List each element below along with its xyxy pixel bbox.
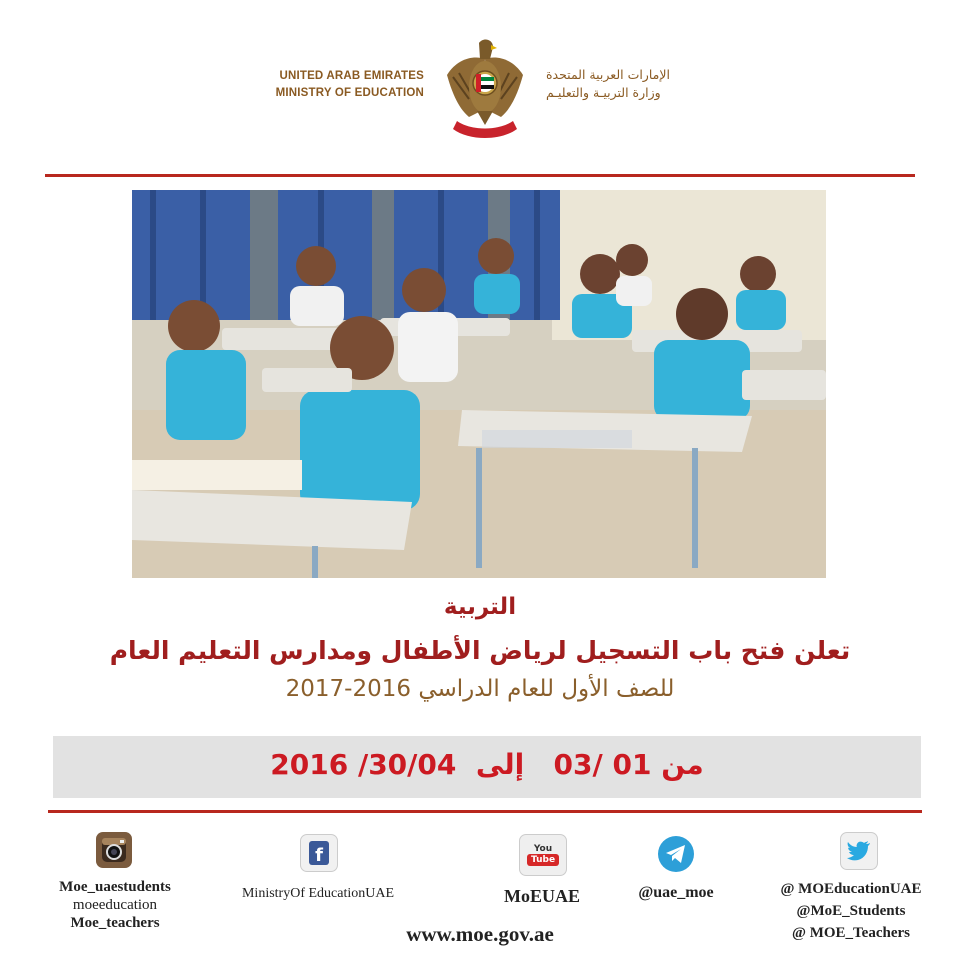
twitter-icon [840,832,878,870]
top-divider [45,174,915,177]
ministry-en-line1: UNITED ARAB EMIRATES [279,70,424,82]
instagram-handle-3: Moe_teachers [70,915,160,931]
instagram-handle-1: Moe_uaestudents [59,879,171,895]
youtube-link[interactable] [519,834,567,876]
youtube-handle: MoEUAE [504,886,580,906]
ministry-en-line2: MINISTRY OF EDUCATION [275,87,424,99]
uae-emblem-logo [443,37,527,149]
ministry-ar-line1: الإمارات العربية المتحدة [546,67,670,82]
telegram-link[interactable] [658,836,694,872]
announcement-subline: للصف الأول للعام الدراسي 2016-2017 [285,676,675,702]
instagram-icon [96,832,132,868]
telegram-icon [658,836,694,872]
twitter-handle-2: @MoE_Students [796,903,906,919]
facebook-icon [300,834,338,872]
bottom-divider [48,810,922,813]
instagram-handle-2: moeeducation [72,897,158,913]
twitter-handle-3: @ MOE_Teachers [792,925,910,941]
classroom-photo [132,190,826,578]
twitter-handle-1: @ MOEducationUAE [780,881,922,897]
instagram-link[interactable] [96,832,132,868]
ministry-name-arabic [546,66,686,102]
twitter-link[interactable] [840,832,878,870]
ministry-name-english [268,68,424,102]
announcement-headline: تعلن فتح باب التسجيل لرياض الأطفال ومدارس التعليم العام [109,636,851,665]
svg-text:f: f [315,845,323,866]
telegram-handle: @uae_moe [638,884,714,901]
facebook-link[interactable] [300,834,338,872]
ministry-ar-line2: وزارة التربيـة والتعليـم [546,85,661,100]
youtube-icon: You Tube [519,834,567,876]
website-url[interactable]: www.moe.gov.ae [406,922,554,946]
facebook-handle: MinistryOf EducationUAE [241,886,395,901]
announcement-title: التربية [443,594,517,620]
registration-dates: من 01 /03 إلى 30/04/ 2016 [270,748,704,781]
